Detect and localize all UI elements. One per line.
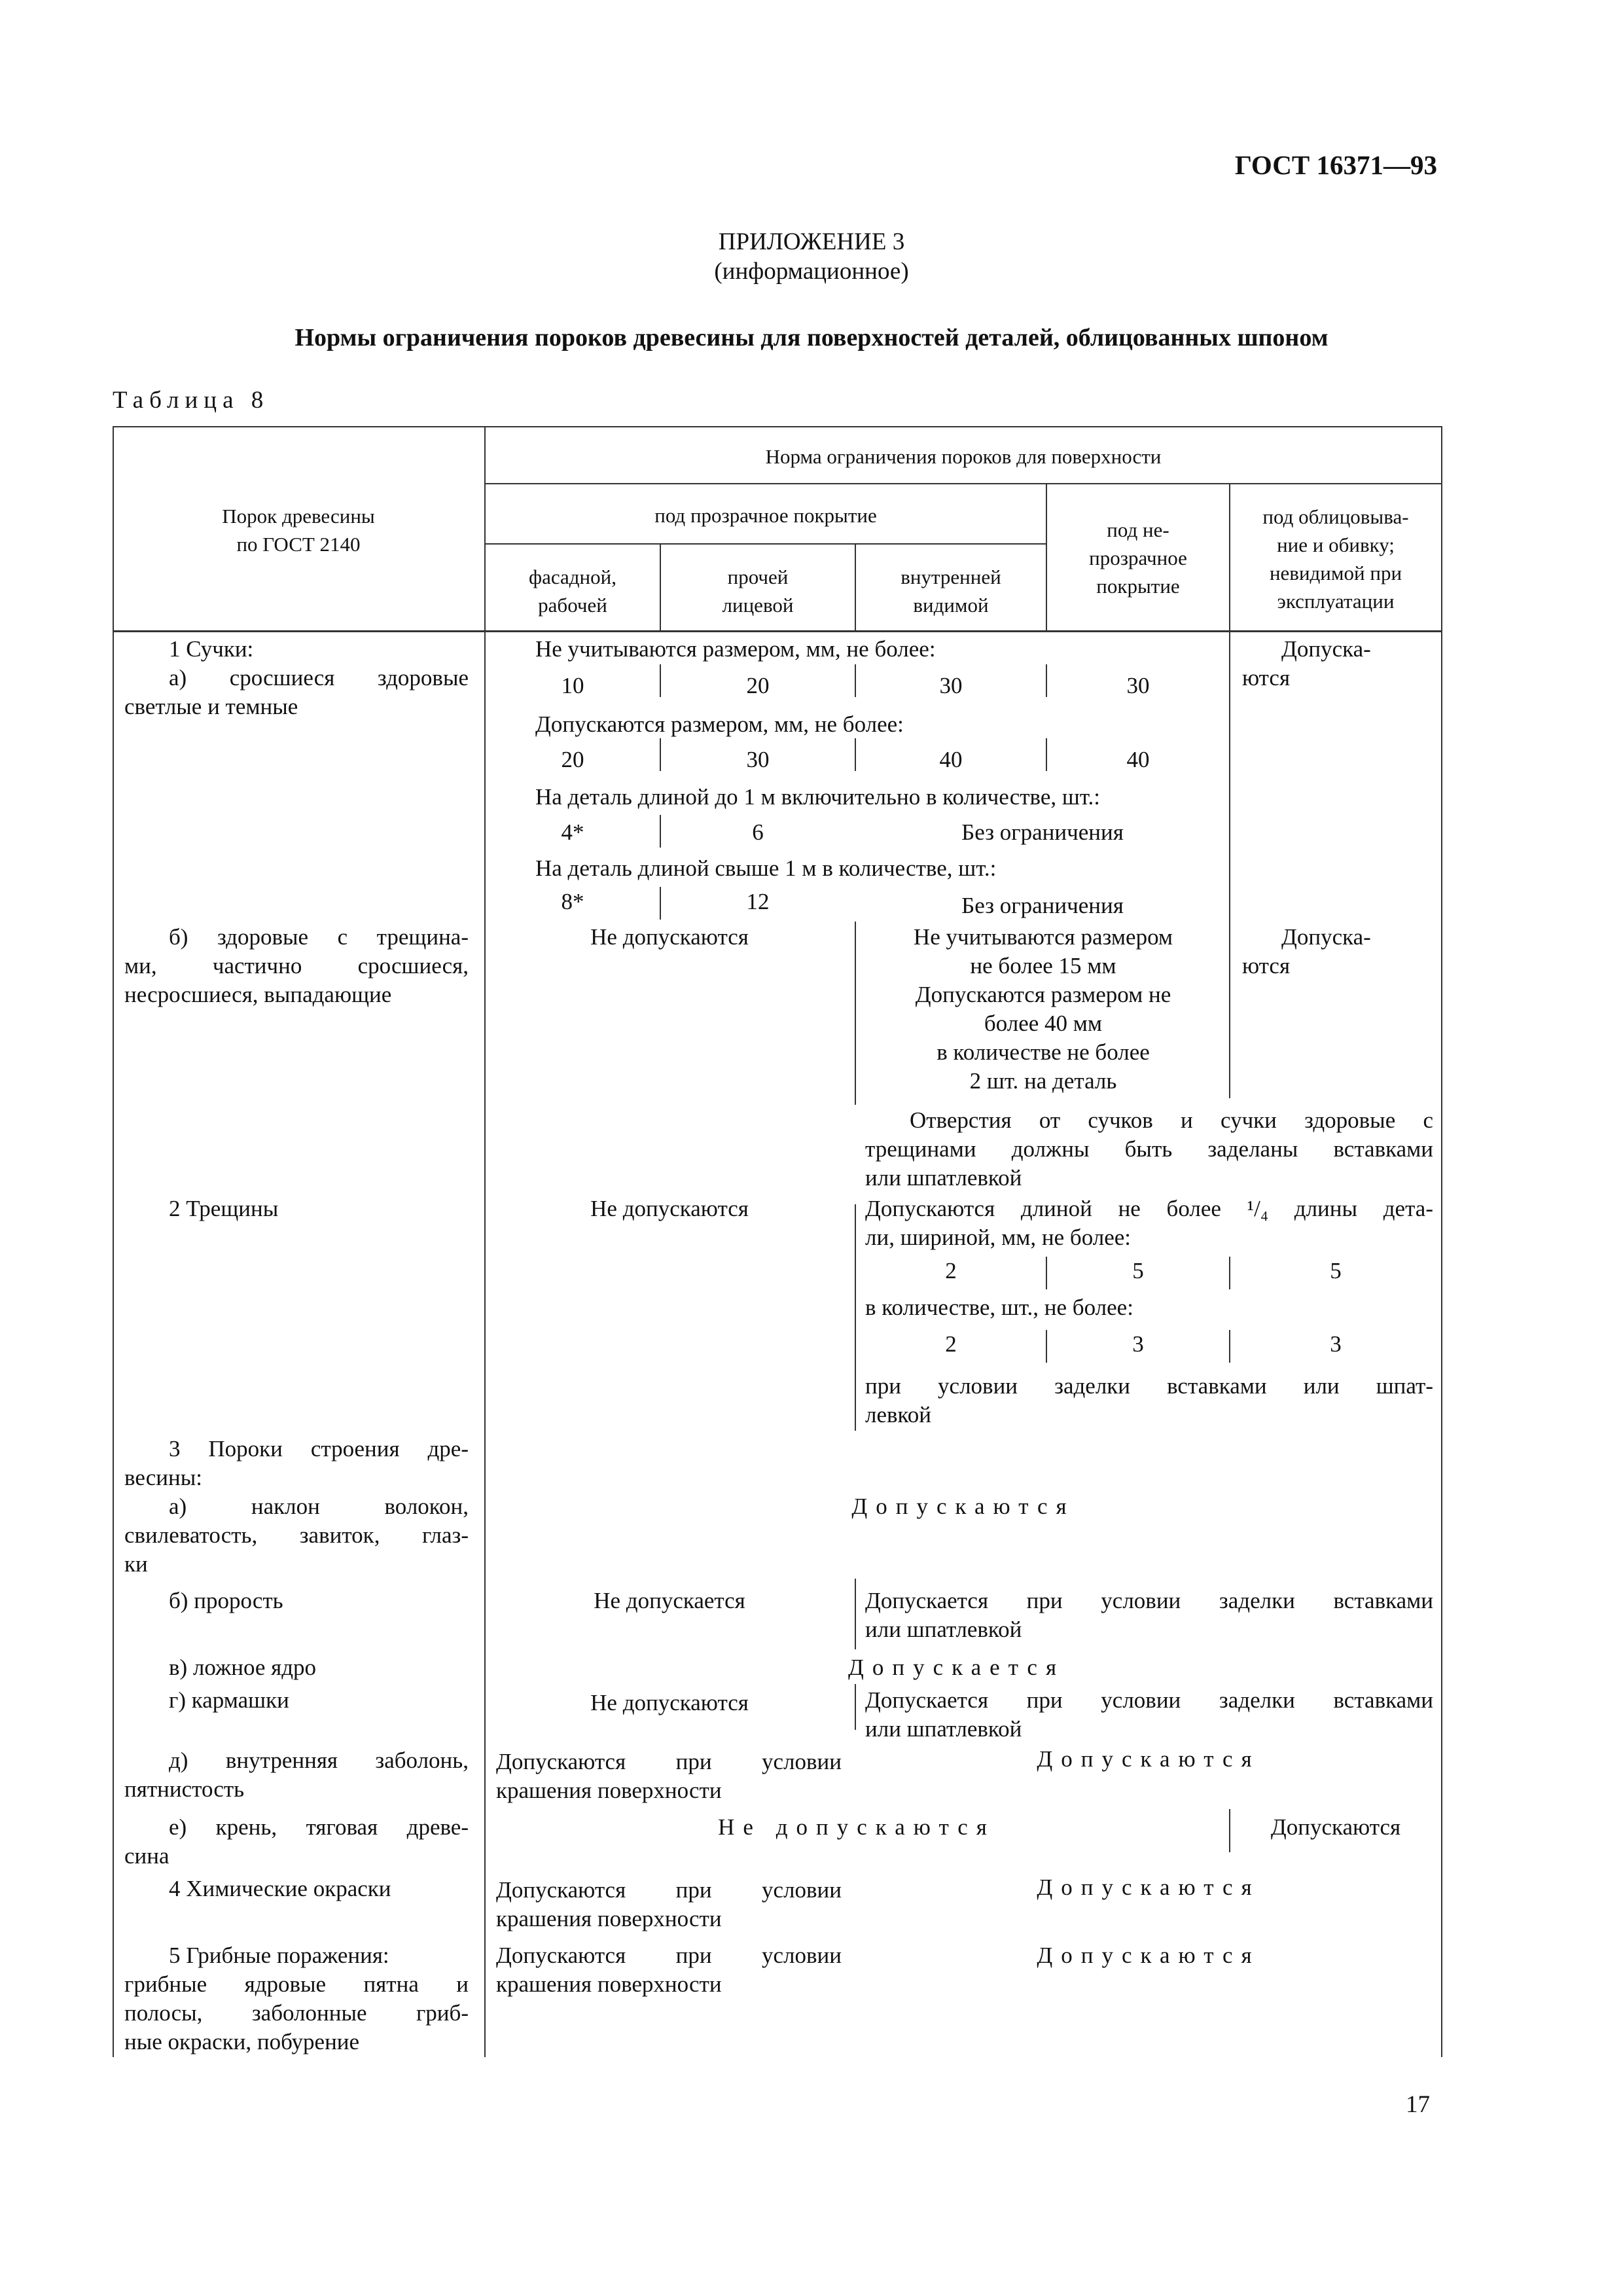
rule-cracks-split [855, 1204, 856, 1431]
tick-10 [1229, 1257, 1230, 1289]
label-line: ки [124, 1551, 148, 1577]
tick-12 [1229, 1330, 1230, 1363]
tick-3 [1046, 664, 1047, 697]
structure-f-label [124, 1813, 469, 1871]
norm-line: Допускаются размером не [915, 982, 1171, 1007]
note-line: Допускается при условии заделки вставками [865, 1588, 1433, 1613]
rule-head-v2 [855, 543, 856, 631]
structure-e-left [496, 1748, 842, 1805]
norm-line: в количестве не более [936, 1039, 1150, 1065]
header-line: невидимой при [1269, 562, 1402, 584]
note-line: Допускаются при условии [496, 1877, 842, 1903]
structure-b-label: б) прорость [169, 1588, 283, 1613]
structure-a-norm: Допускаются [851, 1494, 1075, 1519]
tick-5 [855, 738, 856, 771]
label-line: д) внутренняя заболонь, [169, 1748, 469, 1773]
structure-f-left: Не допускаются [718, 1814, 995, 1840]
header-line: фасадной, [529, 565, 616, 588]
header-defect-line: по ГОСТ 2140 [236, 533, 361, 556]
note-line: Допускаются при условии [496, 1749, 842, 1774]
note-line: или шпатлевкой [865, 1165, 1022, 1191]
rule-head-v4 [1229, 483, 1230, 631]
label-line: сина [124, 1843, 169, 1869]
header-opaque [1048, 516, 1228, 600]
label-line: ные окраски, побурение [124, 2029, 360, 2054]
rule-norm-group [484, 483, 1442, 484]
rule-head-v1 [660, 543, 661, 631]
rule-inner-split [855, 922, 856, 1105]
value-cell: 8* [561, 889, 584, 914]
knots-per-part-1m: На деталь длиной до 1 м включительно в количестве, шт.: [535, 784, 1100, 810]
note-line: Допускаются при условии [496, 1943, 842, 1968]
note-line: при условии заделки вставками или шпат- [865, 1373, 1433, 1399]
structure-a-label [124, 1492, 469, 1579]
note-line: ли, шириной, мм, не более: [865, 1225, 1131, 1250]
chemical-title: 4 Химические окраски [169, 1876, 391, 1901]
value-cell: Без ограничения [961, 819, 1124, 845]
header-line: рабочей [538, 594, 607, 617]
rule-col1 [484, 426, 486, 2057]
note-line: левкой [865, 1402, 931, 1427]
label-line: а) сросшиеся здоровые [169, 665, 469, 691]
header-other-face [662, 563, 853, 619]
label-line: 5 Грибные поражения: [169, 1943, 389, 1968]
header-inner [857, 563, 1044, 619]
knots-per-part-over-1m: На деталь длиной свыше 1 м в количестве, шт.: [535, 855, 997, 881]
header-line: под облицовыва- [1262, 505, 1409, 528]
label-line: пятнистость [124, 1776, 245, 1802]
structure-d-label: г) кармашки [169, 1687, 289, 1713]
structure-e-right: Допускаются [1037, 1746, 1260, 1772]
structure-e-label [124, 1746, 469, 1804]
structure-c-norm: Допускается [848, 1655, 1065, 1680]
header-line: внутренней [901, 565, 1001, 588]
label-line: свилеватость, завиток, глаз- [124, 1522, 469, 1548]
value-cell: 3 [1132, 1331, 1144, 1357]
norm-line: более 40 мм [984, 1011, 1103, 1036]
header-line: прочей [727, 565, 789, 588]
header-defect-line: Порок древесины [222, 505, 375, 528]
value-cell: 20 [561, 747, 584, 772]
rule-kren-split [1229, 1809, 1230, 1852]
rule-header-bottom [113, 630, 1442, 632]
label-line: весины: [124, 1465, 202, 1490]
note-line: трещинами должны быть заделаны вставками [865, 1136, 1433, 1162]
cladding-line: ются [1242, 665, 1291, 691]
tick-8 [660, 887, 661, 920]
cracks-not-allowed: Не допускаются [590, 1196, 749, 1221]
structure-f-right: Допускаются [1270, 1814, 1401, 1840]
value-cell: 4* [561, 819, 584, 845]
value-cell: 40 [1126, 747, 1150, 772]
label-line: 3 Пороки строения дре- [169, 1436, 469, 1462]
tick-11 [1046, 1330, 1047, 1363]
note-line: крашения поверхности [496, 1906, 722, 1931]
rule-transparent-group [484, 543, 1046, 545]
structure-b-norm [865, 1587, 1433, 1644]
tick-4 [660, 738, 661, 771]
label-line: несросшиеся, выпадающие [124, 982, 392, 1007]
value-cell: 30 [1126, 673, 1150, 698]
knots-title: 1 Сучки: [169, 636, 254, 662]
note-line: Допускается при условии заделки вставками [865, 1687, 1433, 1713]
structure-b-not: Не допускается [594, 1588, 745, 1613]
table-label: Таблица 8 [113, 387, 270, 414]
label-line: полосы, заболонные гриб- [124, 2000, 469, 2026]
fungal-title [124, 1941, 469, 2056]
header-defect [115, 502, 482, 558]
rule-right [1441, 426, 1442, 2057]
knots-holes-note [865, 1106, 1433, 1193]
knots-allowed-size: Допускаются размером, мм, не более: [535, 711, 904, 737]
note-line: или шпатлевкой [865, 1716, 1022, 1742]
standard-number: ГОСТ 16371—93 [1234, 150, 1437, 180]
page-number: 17 [1406, 2091, 1430, 2118]
rule-top [113, 426, 1442, 427]
fungal-left [496, 1941, 842, 1999]
header-line: ние и обивку; [1277, 533, 1395, 556]
knots-b-cladding [1242, 923, 1438, 980]
knots-b-not-allowed: Не допускаются [590, 924, 749, 950]
header-line: под не- [1107, 518, 1169, 541]
tick-9 [1046, 1257, 1047, 1289]
value-cell: 6 [752, 819, 764, 845]
value-cell: 2 [945, 1331, 957, 1357]
tick-7 [660, 815, 661, 848]
cladding-line: Допуска- [1281, 636, 1371, 662]
tick-1 [660, 664, 661, 697]
appendix-title: ПРИЛОЖЕНИЕ 3 [718, 228, 905, 255]
value-cell: 5 [1330, 1258, 1342, 1283]
note-line: Отверстия от сучков и сучки здоровые с [910, 1107, 1433, 1133]
label-line: б) здоровые с трещина- [169, 924, 469, 950]
tick-2 [855, 664, 856, 697]
header-facade [487, 563, 658, 619]
value-cell: 5 [1132, 1258, 1144, 1283]
cladding-line: ются [1242, 953, 1291, 978]
value-cell: Без ограничения [961, 893, 1124, 918]
rule-prorost-split [855, 1579, 856, 1649]
cracks-length-note [865, 1194, 1433, 1252]
structure-c-label: в) ложное ядро [169, 1655, 317, 1680]
header-cladding [1232, 503, 1440, 615]
cracks-repair-note [865, 1372, 1433, 1429]
value-cell: 12 [746, 889, 770, 914]
value-cell: 10 [561, 673, 584, 698]
note-line: крашения поверхности [496, 1778, 722, 1803]
header-line: прозрачное [1089, 547, 1187, 569]
knots-b-norm [859, 923, 1228, 1096]
cracks-count-note: в количестве, шт., не более: [865, 1295, 1133, 1320]
knots-not-counted: Не учитываются размером, мм, не более: [535, 636, 936, 662]
chemical-left [496, 1876, 842, 1933]
tick-6 [1046, 738, 1047, 771]
document-title: Нормы ограничения пороков древесины для поверхностей деталей, облицованных шпоном [294, 324, 1329, 351]
norm-line: Не учитываются размером [913, 924, 1173, 950]
label-line: ми, частично сросшиеся, [124, 953, 469, 978]
fungal-right: Допускаются [1037, 1943, 1260, 1968]
header-line: лицевой [722, 594, 794, 617]
label-line: светлые и темные [124, 694, 298, 719]
header-line: эксплуатации [1277, 590, 1395, 613]
cracks-title: 2 Трещины [169, 1196, 279, 1221]
value-cell: 20 [746, 673, 770, 698]
value-cell: 3 [1330, 1331, 1342, 1357]
value-cell: 30 [746, 747, 770, 772]
rule-head-v3 [1046, 483, 1047, 631]
knots-a-label [124, 664, 469, 721]
chemical-right: Допускаются [1037, 1874, 1260, 1900]
norm-line: не более 15 мм [970, 953, 1116, 978]
label-line: е) крень, тяговая древе- [169, 1814, 469, 1840]
norm-line: 2 шт. на деталь [969, 1068, 1117, 1094]
structure-d-norm [865, 1686, 1433, 1744]
header-norm-group: Норма ограничения пороков для поверхности [765, 445, 1162, 468]
note-line: Допускаются длиной не более ¹/₄ длины дета- [865, 1196, 1433, 1221]
header-line: покрытие [1096, 575, 1180, 598]
note-line: или шпатлевкой [865, 1617, 1022, 1642]
header-transparent-group: под прозрачное покрытие [654, 504, 877, 527]
value-cell: 40 [939, 747, 963, 772]
structure-d-not: Не допускаются [590, 1690, 749, 1715]
appendix-subtitle: (информационное) [714, 258, 909, 285]
header-line: видимой [913, 594, 989, 617]
note-line: крашения поверхности [496, 1971, 722, 1997]
knots-b-label [124, 923, 469, 1009]
knots-a-cladding [1242, 635, 1438, 692]
value-cell: 30 [939, 673, 963, 698]
label-line: грибные ядровые пятна и [124, 1971, 469, 1997]
structure-title [124, 1435, 469, 1492]
rule-left [113, 426, 114, 2057]
value-cell: 2 [945, 1258, 957, 1283]
cladding-line: Допуска- [1281, 924, 1371, 950]
rule-pocket-split [855, 1684, 856, 1730]
label-line: а) наклон волокон, [169, 1494, 469, 1519]
rule-knots-cladding [1229, 632, 1230, 1098]
